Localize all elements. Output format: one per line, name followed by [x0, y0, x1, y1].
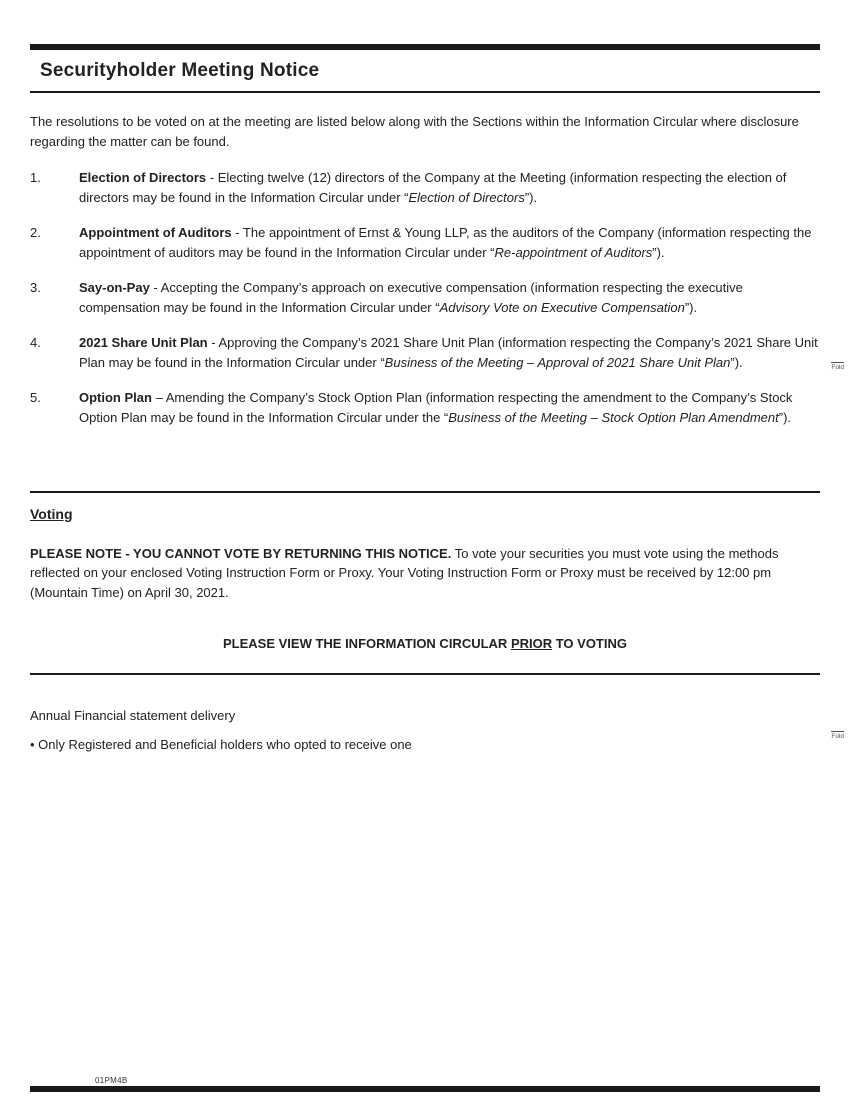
resolutions-list: [30, 168, 820, 427]
resolution-body: - Electing twelve (12) directors of the Company at the Meeting (information respecting the election of directors may be found in the Information Circular under “: [79, 170, 787, 205]
resolution-number: 1.: [30, 170, 41, 185]
view-before: PLEASE VIEW THE INFORMATION CIRCULAR: [223, 636, 511, 651]
intro-paragraph: The resolutions to be voted on at the meeting are listed below along with the Sections within the Information Circular where disclosure regarding the matter can be found.: [30, 114, 799, 149]
financial-bullet: • Only Registered and Beneficial holders who opted to receive one: [30, 737, 412, 752]
resolution-tail: ”).: [778, 409, 792, 425]
resolution-title: Appointment of Auditors: [79, 225, 232, 240]
voting-heading: Voting: [30, 505, 73, 522]
voting-section-rule: [30, 491, 820, 493]
resolution-italic: Advisory Vote on Executive Compensation: [439, 299, 685, 315]
resolution-body: - Approving the Company’s 2021 Share Unit Plan (information respecting the Company’s 2021 Share Unit Plan may be found in the Information Circular under “: [79, 335, 818, 370]
resolution-text: [79, 278, 820, 317]
financial-heading: Annual Financial statement delivery: [30, 707, 236, 723]
resolution-number: 3.: [30, 280, 41, 295]
resolution-title: 2021 Share Unit Plan: [79, 335, 208, 350]
resolution-text: [79, 223, 820, 262]
resolution-italic: Business of the Meeting – Approval of 2021 Share Unit Plan: [384, 354, 731, 370]
view-underlined-word: PRIOR: [510, 636, 553, 651]
resolution-number: 2.: [30, 225, 41, 240]
resolution-tail: ”).: [730, 354, 743, 370]
resolution-italic: Business of the Meeting – Stock Option Plan Amendment: [448, 409, 779, 425]
resolution-item-4: [30, 333, 820, 372]
page-title: Securityholder Meeting Notice: [40, 60, 320, 81]
resolution-italic: Re-appointment of Auditors: [494, 244, 653, 260]
resolution-item-2: [30, 223, 820, 262]
resolution-text: [79, 333, 820, 372]
resolution-title: Option Plan: [79, 390, 152, 405]
voting-notice: [30, 544, 820, 603]
document-content: [30, 0, 820, 755]
resolution-item-5: [30, 388, 820, 427]
resolution-body: - Accepting the Company’s approach on executive compensation (information respecting the executive compensation may be found in the Information Circular under “: [79, 280, 743, 315]
resolution-title: Election of Directors: [79, 170, 207, 185]
resolution-italic: Election of Directors: [408, 189, 525, 205]
title-rule: [30, 91, 820, 93]
fold-marker-top: Fold: [831, 364, 844, 371]
resolution-tail: ”).: [524, 189, 538, 205]
resolution-body: – Amending the Company’s Stock Option Plan (information respecting the amendment to the Company’s Stock Option Plan may be found in the Information Circular under the “: [79, 390, 793, 425]
resolution-tail: ”).: [684, 299, 698, 315]
resolution-number: 5.: [30, 390, 41, 405]
view-after: TO VOTING: [552, 636, 627, 651]
voting-notice-rest: To vote your securities you must vote using the methods reflected on your enclosed Voting Instruction Form or Proxy. Your Voting Instruction Form or Proxy must be received by 12:00 pm (Mountain Time) on April 30, 2021.: [30, 545, 779, 600]
resolution-body: - The appointment of Ernst & Young LLP, as the auditors of the Company (information respecting the appointment of auditors may be found in the Information Circular under “: [79, 225, 812, 260]
fold-marker-bottom: Fold: [831, 733, 844, 740]
form-code: 01PM4B: [95, 1076, 128, 1085]
voting-notice-bold: PLEASE NOTE - YOU CANNOT VOTE BY RETURNING THIS NOTICE.: [30, 545, 452, 561]
resolution-tail: ”).: [652, 244, 665, 260]
financial-section-rule: [30, 673, 820, 675]
view-circular-line: [30, 636, 820, 651]
resolution-number: 4.: [30, 335, 41, 350]
resolution-item-3: [30, 278, 820, 317]
resolution-title: Say-on-Pay: [79, 280, 150, 295]
resolution-item-1: [30, 168, 820, 207]
title-block: [30, 50, 820, 91]
resolution-text: [79, 168, 820, 207]
resolution-text: [79, 388, 820, 427]
footer-bar: [30, 1086, 820, 1092]
